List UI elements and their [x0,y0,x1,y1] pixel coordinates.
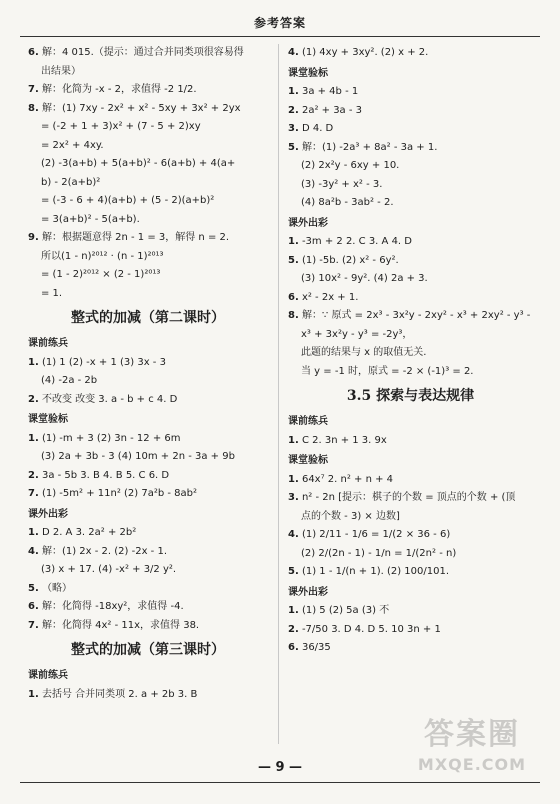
answer-item [288,526,533,545]
item-number: 2. [28,469,39,481]
answer-item [28,467,268,486]
answer-continuation: 此题的结果与 x 的取值无关. [301,347,427,358]
answer-continuation: (3) -3y² + x² - 3. [301,178,383,190]
item-text: D 2. A 3. 2a² + 2b² [41,527,137,538]
item-number: 9. [28,232,39,243]
section-label: 课前练兵 [28,338,68,349]
answer-continuation: (2) 2x²y - 6xy + 10. [301,160,400,171]
item-number: 1. [28,527,39,538]
answer-continuation: (3) 10x² - 9y². (4) 2a + 3. [301,273,428,284]
answer-continuation: = (-3 - 6 + 4)(a+b) + (5 - 2)(a+b)² [41,195,215,206]
item-number: 1. [288,236,299,247]
answer-item [28,485,268,504]
answer-item [288,639,533,658]
item-number: 6. [288,291,299,303]
answer-item [288,252,533,271]
item-text: 解：化简得 4x² - 11x，求值得 38. [41,619,200,631]
answer-continuation: (4) 8a²b - 3ab² - 2. [301,197,394,208]
answer-item [28,543,268,562]
answer-item [288,621,533,640]
item-number: 5. [28,582,39,594]
item-text: 解：根据题意得 2n - 1 = 3，解得 n = 2. [41,232,230,243]
answer-continuation: x³ + 3x²y - y³ = -2y³， [301,328,413,340]
answer-item [28,229,268,248]
answer-item [28,580,268,599]
item-number: 1. [288,434,299,446]
item-number: 6. [28,601,39,612]
answer-item [288,102,533,121]
answer-item [288,307,533,326]
item-number: 5. [288,566,299,577]
answer-continuation: b) - 2(a+b)² [41,176,101,188]
section-label: 课外出彩 [28,508,68,520]
section-label: 课前练兵 [28,670,68,681]
item-number: 7. [28,488,39,499]
answer-continuation: (2) 2/(2n - 1) - 1/n = 1/(2n² - n) [301,547,457,559]
section-label: 课堂验标 [288,67,328,79]
answer-continuation: 当 y = -1 时，原式 = -2 × (-1)³ = 2. [301,365,474,377]
item-text: C 2. 3n + 1 3. 9x [301,434,387,446]
answer-item [288,289,533,308]
item-number: 8. [288,310,299,321]
answer-item [288,120,533,139]
item-text: (1) -5m² + 11n² (2) 7a²b - 8ab² [41,488,198,499]
item-text: D 4. D [301,123,334,134]
section-label: 课堂验标 [288,455,328,466]
answer-continuation: (3) x + 17. (4) -x² + 3/2 y². [41,564,177,575]
item-text: (1) 2/11 - 1/6 = 1/(2 × 36 - 6) [301,529,451,540]
item-number: 2. [288,104,299,116]
item-number: 7. [28,84,39,95]
item-text: （略） [41,582,72,594]
lesson-title: 整式的加减（第二课时） [71,310,225,326]
item-text: x² - 2x + 1. [301,291,359,303]
item-number: 8. [28,102,39,114]
item-text: -3m + 2 2. C 3. A 4. D [301,236,412,247]
answer-item [288,233,533,252]
answer-item [28,524,268,543]
item-text: 解：(1) 2x - 2. (2) -2x - 1. [41,545,168,557]
item-text: 2a² + 3a - 3 [301,104,363,116]
item-number: 4. [288,529,299,540]
header-rule [20,36,540,37]
item-text: (1) 5 (2) 5a (3) 不 [301,605,390,616]
lesson-title: 整式的加减（第三课时） [71,642,225,658]
answer-item [288,83,533,102]
item-text: 解：化简为 -x - 2，求值得 -2 1/2. [41,84,197,95]
item-text: (1) 1 (2) -x + 1 (3) 3x - 3 [41,356,166,368]
item-text: 解：化简得 -18xy²，求值得 -4. [41,601,184,612]
item-text: 36/35 [301,642,331,653]
item-text: 不改变 改变 3. a - b + c 4. D [41,393,178,405]
page-header [0,0,560,38]
answer-item [288,602,533,621]
answer-item [28,354,268,373]
answer-item [288,471,533,490]
answer-item [288,563,533,582]
item-text: 3a + 4b - 1 [301,86,359,97]
item-text: 解：(1) -2a³ + 8a² - 3a + 1. [301,141,438,153]
item-number: 1. [288,86,299,97]
answer-item [28,391,268,410]
answer-item [288,139,533,158]
answer-continuation: 点的个数 - 3) × 边数] [301,510,400,522]
item-number: 7. [28,619,39,631]
answer-item [28,430,268,449]
item-text: 解：(1) 7xy - 2x² + x² - 5xy + 3x² + 2yx [41,102,241,114]
item-number: 3. [288,492,299,503]
section-label: 课前练兵 [288,416,328,427]
item-number: 1. [28,688,39,700]
item-number: 5. [288,141,299,153]
answer-continuation: = 1. [41,287,63,299]
item-number: 1. [28,356,39,368]
watermark-url: MXQE.COM [417,755,527,774]
item-text: (1) 4xy + 3xy². (2) x + 2. [301,47,429,58]
item-text: 3a - 5b 3. B 4. B 5. C 6. D [41,469,170,481]
section-label: 课外出彩 [288,217,328,229]
answer-continuation: = (-2 + 1 + 3)x² + (7 - 5 + 2)xy [41,121,201,132]
section-label: 课堂验标 [28,414,68,425]
item-number: 2. [28,393,39,405]
item-text: 解：∵ 原式 = 2x³ - 3x²y - 2xy² - x³ + 2xy² - y³ - [301,310,531,321]
item-number: 5. [288,254,299,266]
answer-item [28,44,268,63]
answer-item [288,489,533,508]
page-number: — 9 — [257,760,303,775]
item-number: 1. [28,432,39,444]
answer-item [288,432,533,451]
answer-continuation: (3) 2a + 3b - 3 (4) 10m + 2n - 3a + 9b [41,451,235,462]
answer-item [28,598,268,617]
item-text: (1) 1 - 1/(n + 1). (2) 100/101. [301,566,450,577]
item-number: 1. [288,473,299,485]
column-divider [278,44,279,744]
answer-item [28,686,268,705]
item-text: n² - 2n [提示：棋子的个数 = 顶点的个数 + (顶 [301,492,516,503]
answer-continuation: = 3(a+b)² - 5(a+b). [41,213,140,225]
item-number: 3. [288,123,299,134]
right-column [288,44,533,744]
answer-item [28,617,268,636]
item-text: 解：4 015.（提示：通过合并同类项很容易得 [41,47,244,58]
item-number: 4. [288,47,299,58]
answer-continuation: (2) -3(a+b) + 5(a+b)² - 6(a+b) + 4(a+ [41,158,236,169]
item-number: 1. [288,605,299,616]
item-number: 6. [288,642,299,653]
answer-continuation: 出结果） [41,65,81,77]
watermark-text: 答案圈 [424,717,520,752]
item-text: 64x⁷ 2. n² + n + 4 [301,473,394,485]
item-number: 2. [288,623,299,635]
watermark-logo [402,716,542,786]
answer-continuation: (4) -2a - 2b [41,375,98,386]
answer-continuation: 所以(1 - n)²⁰¹² · (n - 1)²⁰¹³ [41,250,164,262]
item-text: -7/50 3. D 4. D 5. 10 3n + 1 [301,623,441,635]
item-number: 4. [28,545,39,557]
answer-continuation: = (1 - 2)²⁰¹² × (2 - 1)²⁰¹³ [41,269,161,280]
item-text: (1) -m + 3 (2) 3n - 12 + 6m [41,432,181,444]
answer-item [288,44,533,63]
answer-continuation: = 2x² + 4xy. [41,139,104,151]
answer-item [28,100,268,119]
lesson-title: 3.5 探索与表达规律 [346,388,475,404]
left-column [28,44,268,744]
answer-item [28,81,268,100]
item-text: (1) -5b. (2) x² - 6y². [301,254,399,266]
item-text: 去括号 合并同类项 2. a + 2b 3. B [41,688,198,700]
item-number: 6. [28,47,39,58]
section-label: 课外出彩 [288,586,328,598]
header-title: 参考答案 [253,16,306,30]
